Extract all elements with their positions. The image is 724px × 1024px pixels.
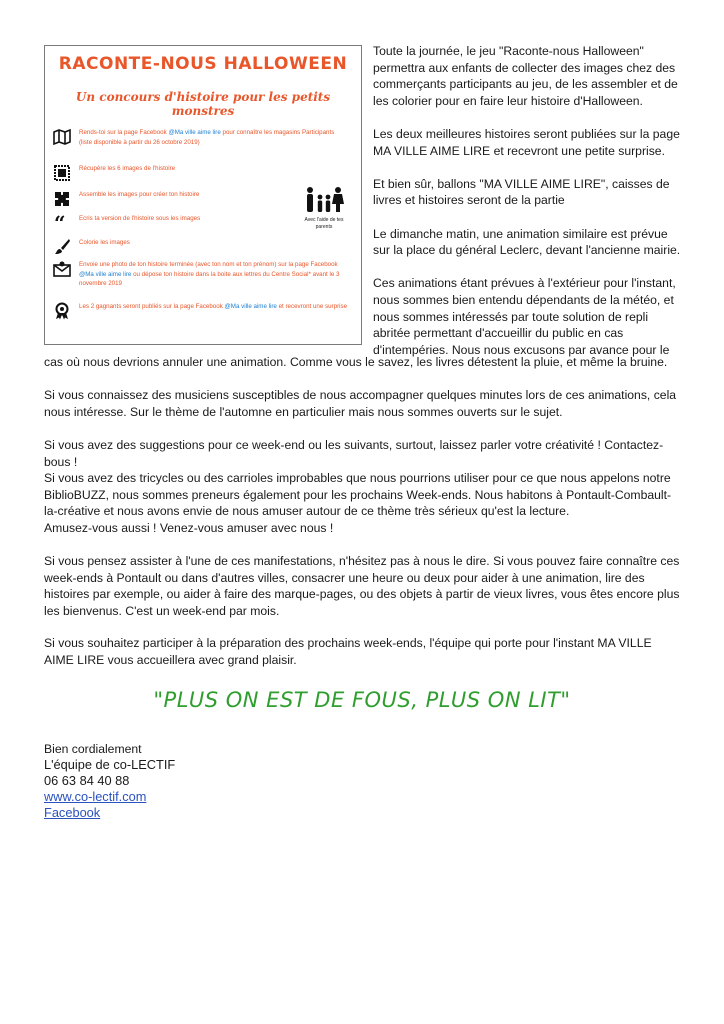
step-collect-images: Récupère les 6 images de l'histoire	[53, 164, 349, 182]
paragraph-attend: Si vous pensez assister à l'une de ces manifestations, n'hésitez pas à nous le dire. Si vous pouvez faire connaître ces week-ends à Pontault ou dans d'autres villes, consacrer une heure ou deux pour aider à une animation, lire des histoires par exemple, ou aider à faire des marque-pages, ou des objets à partir de vieux livres, vous êtes encore plus les bienvenus. C'est un week-end par mois.	[44, 554, 680, 618]
paragraph-musicians: Si vous connaissez des musiciens susceptibles de nous accompagner quelques minutes lors de ces animations, cela nous intéresse. Sur le thème de l'automne en particulier mais nous sommes ouverts sur le sujet.	[44, 388, 677, 419]
paragraph-weather: Ces animations étant prévues à l'extérieur pour l'instant, nous sommes bien entendu dépendants de la météo, et nous sommes intéressés par toute solution de repli abritée permettant d'accueillir du public en cas d'intempéries. Nous nous excusons par avance pour le	[373, 276, 676, 357]
phone-number: 06 63 84 40 88	[44, 773, 130, 788]
halloween-poster	[44, 45, 362, 345]
website-link[interactable]: www.co-lectif.com	[44, 789, 147, 804]
paragraph-balloons: Et bien sûr, ballons "MA VILLE AIME LIRE", caisses de livres et histoires seront de la partie	[373, 176, 670, 208]
award-icon	[53, 302, 71, 320]
family-note: Avec l'aide de tes parents	[304, 217, 344, 230]
step-send: Envoie une photo de ton histoire terminée (avec ton nom et ton prénom) sur la page Facebook @Ma ville aime lire ou dépose ton histoire dans la boite aux lettres du Centre Social* avant le 3 novembre 2019	[53, 260, 349, 289]
family-group	[299, 186, 349, 230]
paragraph-participate: Si vous souhaitez participer à la préparation des prochains week-ends, l'équipe qui porte pour l'instant MA VILLE AIME LIRE vous accueillera avec grand plaisir.	[44, 636, 652, 667]
puzzle-icon	[53, 190, 71, 208]
brush-icon	[53, 238, 71, 256]
paragraph-suggestions: Si vous avez des suggestions pour ce week-end ou les suivants, surtout, laissez parler votre créativité ! Contactez-bous ! Si vous avez des tricycles ou des carrioles improbables que nous pourrions utiliser pour ce que nous appelons notre BiblioBUZZ, nous sommes preneurs également pour les prochains Week-ends. Nous habitons à Pontault-Combault-la-créative et nous avons envie de nous amuser autour de ce thème très sérieux qu'est la lecture. Amusez-vous aussi ! Venez-vous amuser avec nous !	[44, 437, 684, 537]
step-facebook: Rends-toi sur la page Facebook @Ma ville aime lire pour connaître les magasins Participants (liste disponible à partir du 26 octobre 2019)	[53, 128, 349, 147]
poster-title: RACONTE-NOUS HALLOWEEN	[58, 54, 348, 74]
mail-icon	[53, 260, 71, 278]
step-write: “ Ecris ta version de l'histoire sous les images	[53, 214, 349, 232]
signature	[44, 741, 175, 821]
svg-text:“: “	[54, 214, 66, 232]
team-name: L'équipe de co-LECTIF	[44, 757, 176, 772]
paragraph-game: Toute la journée, le jeu "Raconte-nous Halloween" permettra aux enfants de collecter des images chez des commerçants participants au jeu, de les assembler et de les colorier pour en faire leur histoire d'Halloween.	[373, 44, 678, 108]
poster-subtitle: Un concours d'histoire pour les petits monstres	[75, 90, 331, 118]
step-assemble: Assemble les images pour créer ton histoire	[53, 190, 349, 208]
quote-icon	[53, 214, 71, 232]
paragraph-have-fun: Amusez-vous aussi ! Venez-vous amuser avec nous !	[44, 520, 334, 535]
paragraph-tricycles: Si vous avez des tricycles ou des carrioles improbables que nous pourrions utiliser pour ce que nous appelons notre BiblioBUZZ, nous sommes preneurs également pour les prochains Week-ends. Nous habitons à Pontault-Combault-la-créative et nous avons envie de nous amuser autour de ce thème très sérieux qu'est la lecture.	[44, 471, 672, 519]
family-icon	[302, 186, 346, 212]
image-icon	[53, 164, 71, 182]
step-winners: Les 2 gagnants seront publiés sur la page Facebook @Ma ville aime lire et recevront une surprise	[53, 302, 349, 320]
step-color: Colorie les images	[53, 238, 349, 256]
paragraph-weather-continued: cas où nous devrions annuler une animation. Comme vous le savez, les livres détestent la pluie, et même la bruine.	[44, 355, 668, 369]
greeting: Bien cordialement	[44, 742, 142, 756]
paragraph-best-stories: Les deux meilleures histoires seront publiées sur la page MA VILLE AIME LIRE et recevront une petite surprise.	[373, 126, 680, 158]
facebook-link[interactable]: Facebook	[44, 805, 101, 820]
right-column	[373, 43, 685, 358]
paragraph-sunday: Le dimanche matin, une animation similaire est prévue sur la place du général Leclerc, devant l'ancienne mairie.	[373, 226, 681, 258]
slogan: "PLUS ON EST DE FOUS, PLUS ON LIT"	[153, 688, 571, 712]
map-icon	[53, 128, 71, 146]
